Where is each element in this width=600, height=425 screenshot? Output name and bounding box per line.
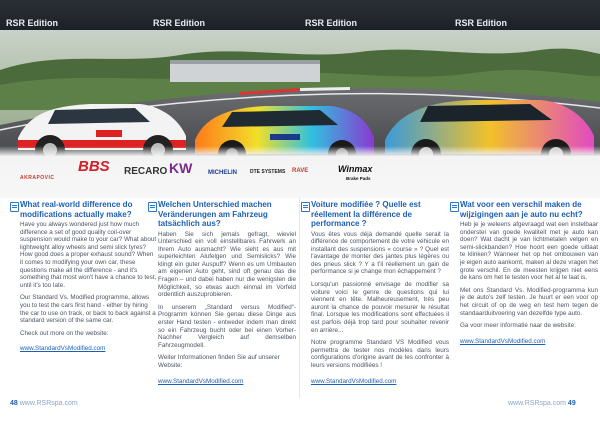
question-heading: Voiture modifiée ? Quelle est réellement la différence de performance ? [311, 200, 421, 228]
paragraph: Lorsqu'un passionné envisage de modifier sa voiture voici le genre de questions qui lui viennent en tête. Malheureusement, très peu auront la chance de pouvoir mesurer le résultat final. Lorsque les modifications sont effectuées il est parfois déjà trop tard pour souhaiter revenir en arrière... [311, 281, 449, 334]
paragraph: Vous êtes vous déjà demandé quelle serait la différence de comportement de votre véhicule en installant des suspensions « course » ? Quel est l'avantage de monter des jantes plus légères ou des pneus slick ? Y a t'il réellement un gain de performance si je change mon échappement ? [311, 230, 449, 276]
website-link[interactable]: www.StandardVsModified.com [20, 345, 106, 353]
column-german [158, 200, 296, 388]
footer-right [508, 400, 576, 407]
question-icon [301, 202, 310, 212]
page-number-left: 48 [10, 400, 18, 407]
page-number-right: 49 [567, 400, 576, 407]
question-heading: Welchen Unterschied machen Veränderungen am Fahrzeug tatsächlich aus? [158, 200, 272, 228]
paragraph: Have you always wondered just how much difference a set of good quality coil-over suspension would make to your car? What about lightweight alloy wheels and semi slick tyres? How good does a proper exhaust sound? When it comes to modifying your own car, these questions make all the difference - and it's something that most won't have a chance to test, until it's too late. [20, 221, 157, 289]
paragraph: Ga voor meer informatie naar de website: [460, 322, 576, 330]
logo-rave: RAVE [292, 168, 309, 174]
footer-left [10, 400, 78, 407]
paragraph: Our Standard Vs. Modified programme, allows you to test the cars first hand - either by hiring the car to use on track, or back to back against a standard version of the same car. [20, 294, 156, 325]
column-french [311, 200, 449, 388]
logo-dte-systems: DTE SYSTEMS [250, 169, 286, 175]
paragraph: Weiter Informationen finden Sie auf unserer Website: [158, 354, 280, 369]
question-heading: What real-world difference do modifications actually make? [20, 200, 133, 219]
question-icon [148, 202, 157, 212]
edition-label-2: RSR Edition [153, 18, 205, 28]
paragraph: In unserem „Standard versus Modified“-Programm können Sie genau diese Dinge aus erster Hand testen - entweder indem man direkt so ein Fahrzeug bucht oder bei einen Vorher-Nachher Vergleich auf demselben Fahrzeugmodell. [158, 303, 296, 349]
column-english [20, 200, 158, 355]
logo-recaro: RECARO [124, 166, 168, 177]
question-heading: Wat voor een verschil maken de wijzigingen aan je auto nu echt? [460, 200, 583, 219]
logo-kw: KW [169, 160, 193, 176]
logo-akrapovic: AKRAPOVIC [20, 175, 55, 181]
logo-brake-pads: Brake Pads [346, 176, 371, 181]
question-icon [10, 202, 19, 212]
edition-label-3: RSR Edition [305, 18, 357, 28]
logo-winmax: Winmax [338, 164, 373, 174]
logo-michelin: MICHELIN [208, 170, 237, 176]
edition-label-1: RSR Edition [6, 18, 58, 28]
paragraph: Heb je je weleens afgevraagd wat een instelbaar onderstel van goede kwaliteit met je auto kan doen? Wat dacht je van lichtmetalen velgen en semi-slickbanden? Hoe hoort een goede uitlaat te klinken? Wanneer het op het ombouwen van je eigen auto aankomt, maken al deze vragen het grote verschil. En de meesten krijgen niet eens de kans om het te testen voor het al te laat is. [460, 221, 598, 282]
page-fold [299, 198, 300, 398]
paragraph: Notre programme Standard VS Modified vous permettra de tester nos modèles dans leurs configurations d'origine avant de les confronter à leurs versions modifiées ! [311, 339, 449, 369]
paragraph: Haben Sie sich jemals gefragt, wieviel Unterschied ein voll einstellbares Fahrwerk an Ihrem Auto ausmacht? Wie sieht es aus mit superleichten Alufelgen und Semislicks? Wie klingt ein guter Auspuff? Wenn es um Umbauten am eigenen Auto geht, sind oft genau das die Fragen – und dabei haben nur die wenigsten die Möglichkeit, so etwas auch einmal im Vorfeld ordentlich auszuprobieren. [158, 230, 296, 299]
website-link[interactable]: www.StandardVsModified.com [311, 377, 397, 385]
top-bar [0, 0, 600, 30]
question-icon [450, 202, 459, 212]
paragraph: Check out more on the website: [20, 329, 109, 337]
sponsor-logos [0, 146, 600, 198]
logo-bbs: BBS [78, 158, 110, 175]
website-link[interactable]: www.StandardVsModified.com [460, 337, 546, 345]
website-link[interactable]: www.StandardVsModified.com [158, 377, 244, 385]
edition-label-4: RSR Edition [455, 18, 507, 28]
paragraph: Met ons Standard Vs. Modified-programma kun je de auto's zelf testen. Je huurt er een voor op het circuit of op de weg en test hem tegen de standaarduitvoering van dezelfde type auto. [460, 286, 598, 317]
footer-site-left[interactable]: www.RSRspa.com [19, 400, 78, 407]
footer-site-right[interactable]: www.RSRspa.com [508, 400, 566, 407]
column-dutch [460, 200, 598, 348]
